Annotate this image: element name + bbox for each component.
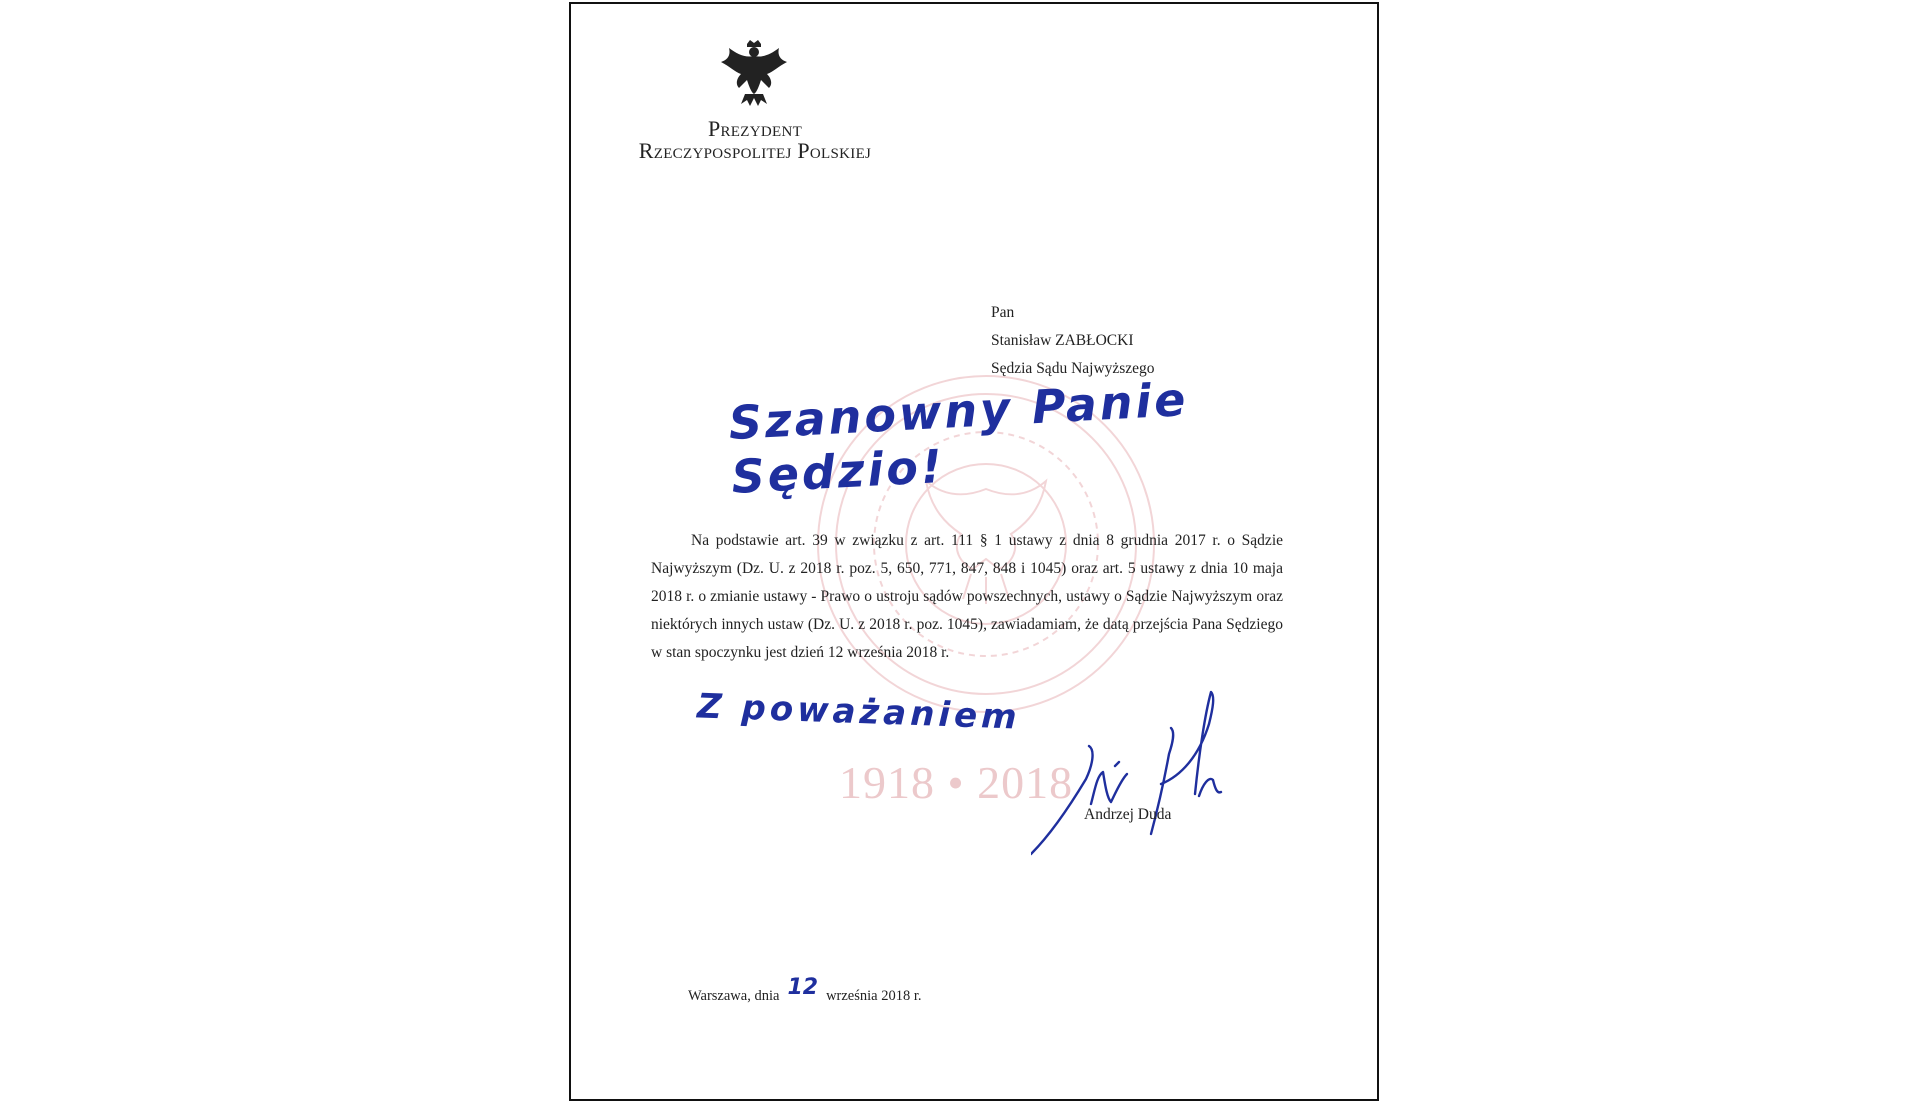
letterhead-subtitle: Rzeczypospolitej Polskiej [638,138,872,163]
handwritten-day: 12 [787,975,819,1000]
letter-body: Na podstawie art. 39 w związku z art. 111 § 1 ustawy z dnia 8 grudnia 2017 r. o Sądzie Najwyższym (Dz. U. z 2018 r. poz. 5, 650, 771, 847, 848 i 1045) oraz art. 5 ustawy z dnia 10 maja 2018 r. o zmianie ustawy - Prawo o ustroju sądów powszechnych, ustawy o Sądzie Najwyższym oraz niektórych innych ustaw (Dz. U. z 2018 r. poz. 1045), zawiadamiam, że datą przejścia Pana Sędziego w stan spoczynku jest dzień 12 września 2018 r. [651,532,1283,661]
recipient-title: Pan [991,304,1015,321]
watermark-years: 1918 • 2018 [839,757,1074,808]
letter-page [569,2,1379,1101]
handwritten-salutation: Szanowny Panie Sędzio! [727,372,1190,504]
recipient-position: Sędzia Sądu Najwyższego [991,360,1155,377]
signature-scribble [1031,684,1251,864]
place-date-suffix: września 2018 r. [826,988,922,1004]
signer-name: Andrzej Duda [1084,806,1172,823]
letterhead-title: Prezydent [707,116,803,141]
place-date-line [688,975,922,1006]
place-date-prefix: Warszawa, dnia [688,988,780,1004]
recipient-name: Stanisław ZABŁOCKI [991,332,1134,349]
handwritten-closing: Z poważaniem [696,686,1022,738]
white-eagle-emblem-icon [717,40,791,108]
